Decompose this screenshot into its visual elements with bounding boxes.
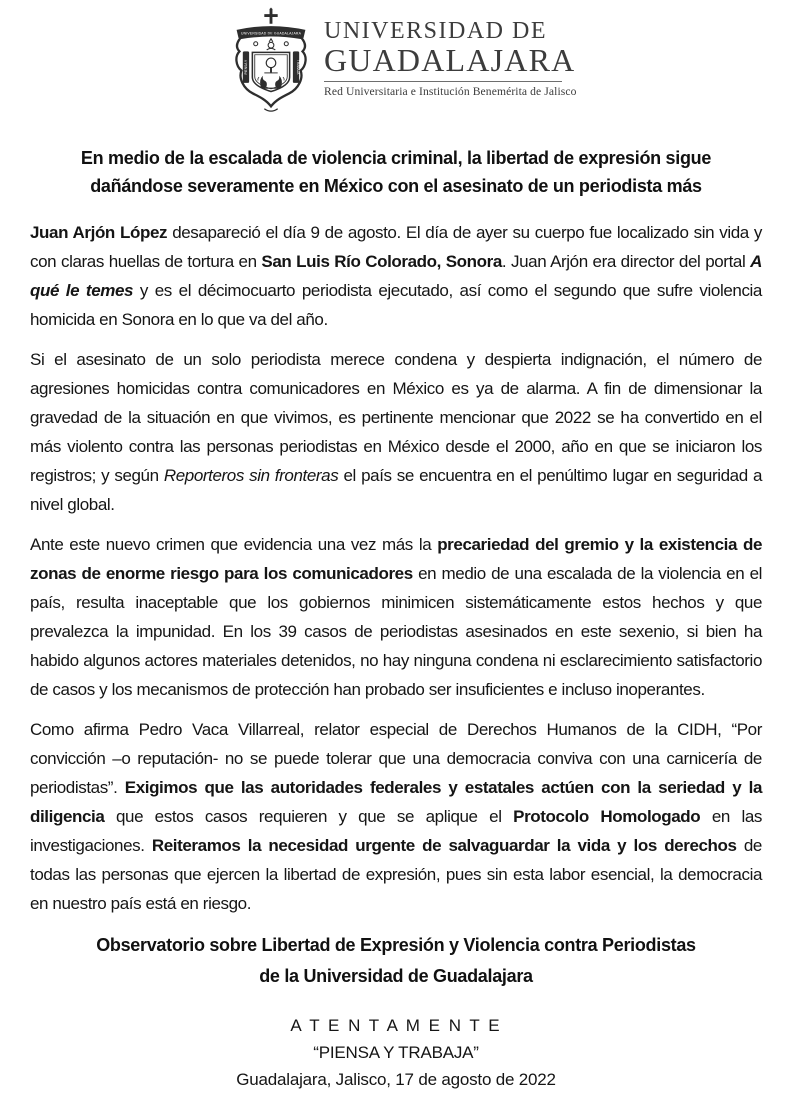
closing-line2: de la Universidad de Guadalajara bbox=[259, 966, 533, 986]
crest-banner-text: UNIVERSIDAD DE GUADALAJARA bbox=[240, 31, 302, 36]
text-segment: Como afirma Pedro Vaca Villarreal, relator especial de Derechos Humanos de la CIDH, “Por convicción –o reputación- no se puede tolerar que una democracia conviva con una carnicería de periodistas”. bbox=[30, 720, 762, 797]
university-name-line1: UNIVERSIDAD DE bbox=[324, 18, 547, 44]
letterhead-divider bbox=[324, 81, 562, 82]
text-segment: San Luis Río Colorado, Sonora bbox=[261, 252, 502, 271]
text-segment: Si el asesinato de un solo periodista merece condena y despierta indignación, el número de agresiones homicidas contra comunicadores en México es ya de alarma. A fin de dimensionar la gravedad de la situación en que vivimos, es pertinente mencionar que 2022 se ha convertido en el más violento contra las personas periodistas en México desde el 2000, año en que se iniciaron los registros; y según bbox=[30, 350, 762, 485]
signature-block bbox=[30, 1012, 762, 1093]
body-paragraph bbox=[30, 345, 762, 519]
text-segment: Reporteros sin fronteras bbox=[163, 466, 339, 485]
cross-icon bbox=[264, 7, 277, 23]
motto-line: “PIENSA Y TRABAJA” bbox=[313, 1043, 479, 1062]
lions-icon bbox=[258, 76, 284, 89]
salutation-line: A T E N T A M E N T E bbox=[290, 1016, 502, 1035]
text-segment: Reiteramos la necesidad urgente de salvaguardar la vida y los derechos bbox=[151, 836, 737, 855]
closing-line1: Observatorio sobre Libertad de Expresión y Violencia contra Periodistas bbox=[96, 935, 696, 955]
text-segment: Juan Arjón López bbox=[30, 223, 168, 242]
university-name-line2: GUADALAJARA bbox=[324, 42, 576, 78]
closing-block bbox=[30, 930, 762, 992]
body-paragraph bbox=[30, 530, 762, 704]
letterhead-text bbox=[324, 6, 577, 98]
text-segment: que estos casos requieren y que se aplique el bbox=[104, 807, 514, 826]
text-segment: Exigimos que las autoridades federales y estatales actúen con la seriedad y la diligencia bbox=[30, 778, 763, 826]
text-segment: de todas las personas que ejercen la libertad de expresión, pues sin esta labor esencial, la democracia en nuestro país está en riesgo. bbox=[30, 836, 762, 913]
text-segment: en medio de una escalada de la violencia en el país, resulta inaceptable que los gobiernos minimicen sistemáticamente estos hechos y que prevalezca la impunidad. En los 39 casos de periodistas asesinados en este sexenio, si bien ha habido algunos actores materiales detenidos, no hay ninguna condena ni esclarecimiento satisfactorio de casos y los mecanismos de protección han probado ser insuficientes e incluso inoperantes. bbox=[30, 564, 762, 699]
university-tagline: Red Universitaria e Institución Benemérita de Jalisco bbox=[324, 85, 577, 98]
university-crest-logo bbox=[228, 6, 314, 114]
tree-icon bbox=[264, 58, 277, 73]
place-date-line: Guadalajara, Jalisco, 17 de agosto de 2022 bbox=[236, 1070, 556, 1089]
document-body bbox=[30, 218, 762, 918]
crest-motto-right: TRABAJA bbox=[296, 59, 301, 75]
crest-motto-left: PIENSA Y bbox=[244, 59, 249, 75]
text-segment: . Juan Arjón era director del portal bbox=[501, 252, 751, 271]
text-segment: en las investigaciones. bbox=[30, 807, 762, 855]
text-segment: A qué le temes bbox=[30, 252, 762, 300]
text-segment: Protocolo Homologado bbox=[513, 807, 701, 826]
letterhead bbox=[30, 6, 762, 116]
text-segment: desapareció el día 9 de agosto. El día de ayer su cuerpo fue localizado sin vida y con claras huellas de tortura en bbox=[30, 223, 762, 271]
text-segment: el país se encuentra en el penúltimo lugar en seguridad a nivel global. bbox=[30, 466, 762, 514]
crest-figure bbox=[254, 39, 289, 50]
text-segment: y es el décimocuarto periodista ejecutado, así como el segundo que sufre violencia homicida en Sonora en lo que va del año. bbox=[30, 281, 762, 329]
body-paragraph bbox=[30, 218, 762, 334]
crest-svg bbox=[228, 6, 314, 114]
crest-bottom-ornament bbox=[264, 109, 277, 111]
body-paragraph bbox=[30, 715, 762, 918]
document-title: En medio de la escalada de violencia criminal, la libertad de expresión sigue dañándose severamente en México con el asesinato de un periodista más bbox=[80, 148, 712, 196]
text-segment: precariedad del gremio y la existencia de zonas de enorme riesgo para los comunicadores bbox=[30, 535, 763, 583]
text-segment: Ante este nuevo crimen que evidencia una vez más la bbox=[30, 535, 438, 554]
